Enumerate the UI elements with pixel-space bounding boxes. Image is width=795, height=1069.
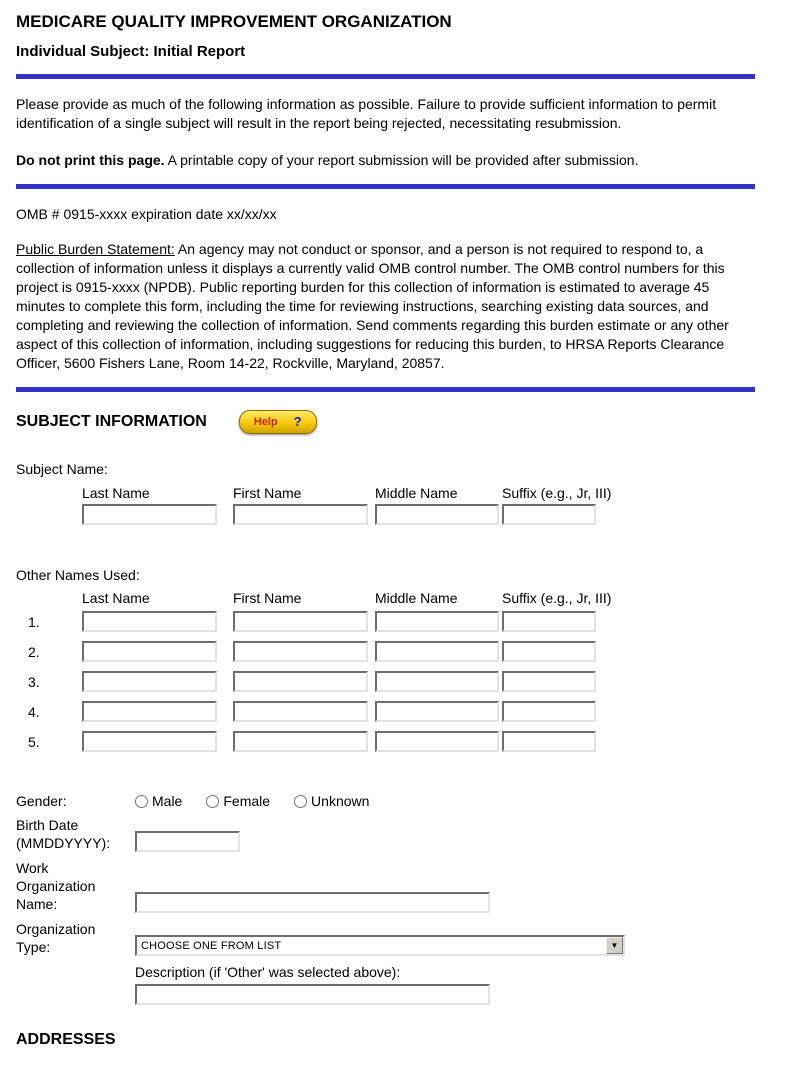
subject-first-name-input[interactable] <box>233 504 368 525</box>
row-number: 3. <box>28 673 40 690</box>
other-first-name-3-input[interactable] <box>233 671 368 692</box>
birth-date-input[interactable] <box>135 831 240 852</box>
other-names-label: Other Names Used: <box>16 567 140 583</box>
subject-detail-fields <box>16 792 755 1005</box>
other-first-name-2-input[interactable] <box>233 641 368 662</box>
omb-line: OMB # 0915-xxxx expiration date xx/xx/xx <box>16 206 277 222</box>
do-not-print-rest: A printable copy of your report submission will be provided after submission. <box>167 152 639 168</box>
other-middle-name-2-input[interactable] <box>375 641 499 662</box>
subject-name-headers <box>82 485 755 501</box>
blue-divider <box>16 387 755 392</box>
other-name-row <box>28 611 755 632</box>
other-first-name-5-input[interactable] <box>233 731 368 752</box>
birth-date-label <box>16 816 135 852</box>
subject-information-title: SUBJECT INFORMATION <box>16 413 207 430</box>
row-number: 5. <box>28 733 40 750</box>
gender-unknown-radio[interactable] <box>294 795 307 808</box>
help-button-label: Help <box>253 415 278 428</box>
work-organization-field <box>16 859 755 913</box>
intro-paragraph: Please provide as much of the following information as possible. Failure to provide sufficient information to permit identification of a single subject will result in the report being rejected, necessitating resubmission. <box>16 96 717 131</box>
gender-field <box>16 792 755 810</box>
burden-label: Public Burden Statement: <box>16 241 175 257</box>
last-name-header: Last Name <box>82 590 150 606</box>
other-suffix-1-input[interactable] <box>502 611 596 632</box>
public-burden-statement <box>16 240 755 373</box>
row-number: 4. <box>28 703 40 720</box>
subject-middle-name-input[interactable] <box>375 504 499 525</box>
subject-name-row <box>82 504 755 525</box>
help-button[interactable] <box>239 410 317 434</box>
blue-divider <box>16 74 755 79</box>
first-name-header: First Name <box>233 485 302 501</box>
report-title: Individual Subject: Initial Report <box>16 43 246 60</box>
other-middle-name-1-input[interactable] <box>375 611 499 632</box>
blue-divider <box>16 184 755 189</box>
gender-female-option[interactable] <box>206 793 270 809</box>
other-suffix-3-input[interactable] <box>502 671 596 692</box>
gender-male-label: Male <box>152 793 183 809</box>
other-name-row <box>28 701 755 722</box>
gender-unknown-option[interactable] <box>294 793 369 809</box>
other-name-row <box>28 641 755 662</box>
dropdown-arrow-icon[interactable]: ▼ <box>606 937 623 954</box>
burden-text: An agency may not conduct or sponsor, and a person is not required to respond to, a collection of information unless it displays a currently valid OMB control number. The OMB control numbers for this project is 0915-xxxx (NPDB). Public reporting burden for this collection of information is estimated to average 45 minutes to complete this form, including the time for reviewing instructions, searching existing data sources, and completing and reviewing the collection of information. Send comments regarding this burden estimate or any other aspect of this collection of information, including suggestions for reducing this burden, to HRSA Reports Clearance Officer, 5600 Fishers Lane, Room 14-22, Rockville, Maryland, 20857. <box>16 241 729 371</box>
addresses-section-title: ADDRESSES <box>16 1031 116 1048</box>
subject-last-name-input[interactable] <box>82 504 217 525</box>
organization-type-label-text: Organization Type: <box>16 921 96 955</box>
work-organization-name-input[interactable] <box>135 892 490 913</box>
do-not-print-bold: Do not print this page. <box>16 152 165 168</box>
other-last-name-2-input[interactable] <box>82 641 217 662</box>
other-last-name-1-input[interactable] <box>82 611 217 632</box>
other-suffix-4-input[interactable] <box>502 701 596 722</box>
organization-type-selected-value: CHOOSE ONE FROM LIST <box>141 939 282 952</box>
subject-information-section-header <box>16 410 755 434</box>
other-first-name-4-input[interactable] <box>233 701 368 722</box>
work-organization-label <box>16 859 135 913</box>
row-number: 2. <box>28 643 40 660</box>
middle-name-header: Middle Name <box>375 590 458 606</box>
description-input[interactable] <box>135 984 490 1005</box>
gender-label: Gender: <box>16 793 67 809</box>
other-middle-name-5-input[interactable] <box>375 731 499 752</box>
other-last-name-4-input[interactable] <box>82 701 217 722</box>
other-suffix-2-input[interactable] <box>502 641 596 662</box>
do-not-print-note <box>16 151 755 170</box>
row-number: 1. <box>28 613 40 630</box>
other-middle-name-3-input[interactable] <box>375 671 499 692</box>
subject-name-label: Subject Name: <box>16 461 108 477</box>
report-form-page <box>16 12 755 1049</box>
last-name-header: Last Name <box>82 485 150 501</box>
subject-suffix-input[interactable] <box>502 504 596 525</box>
birth-date-field <box>16 816 755 852</box>
birth-date-label-text: Birth Date (MMDDYYYY): <box>16 817 111 851</box>
other-first-name-1-input[interactable] <box>233 611 368 632</box>
other-name-row <box>28 671 755 692</box>
organization-type-label <box>16 920 135 956</box>
organization-type-select[interactable] <box>135 935 625 956</box>
help-question-icon: ? <box>293 414 302 429</box>
middle-name-header: Middle Name <box>375 485 458 501</box>
suffix-header: Suffix (e.g., Jr, III) <box>502 590 612 606</box>
org-title: MEDICARE QUALITY IMPROVEMENT ORGANIZATION <box>16 12 452 31</box>
gender-unknown-label: Unknown <box>311 793 370 809</box>
first-name-header: First Name <box>233 590 302 606</box>
description-label: Description (if 'Other' was selected above): <box>135 964 401 980</box>
other-names-headers <box>82 590 755 606</box>
gender-male-radio[interactable] <box>135 795 148 808</box>
other-last-name-5-input[interactable] <box>82 731 217 752</box>
organization-type-field <box>16 920 755 956</box>
gender-female-label: Female <box>223 793 271 809</box>
other-middle-name-4-input[interactable] <box>375 701 499 722</box>
description-field <box>135 964 755 1005</box>
other-suffix-5-input[interactable] <box>502 731 596 752</box>
work-organization-label-text: Work Organization Name: <box>16 860 96 912</box>
other-name-row <box>28 731 755 752</box>
other-last-name-3-input[interactable] <box>82 671 217 692</box>
gender-female-radio[interactable] <box>206 795 219 808</box>
gender-male-option[interactable] <box>135 793 182 809</box>
suffix-header: Suffix (e.g., Jr, III) <box>502 485 612 501</box>
